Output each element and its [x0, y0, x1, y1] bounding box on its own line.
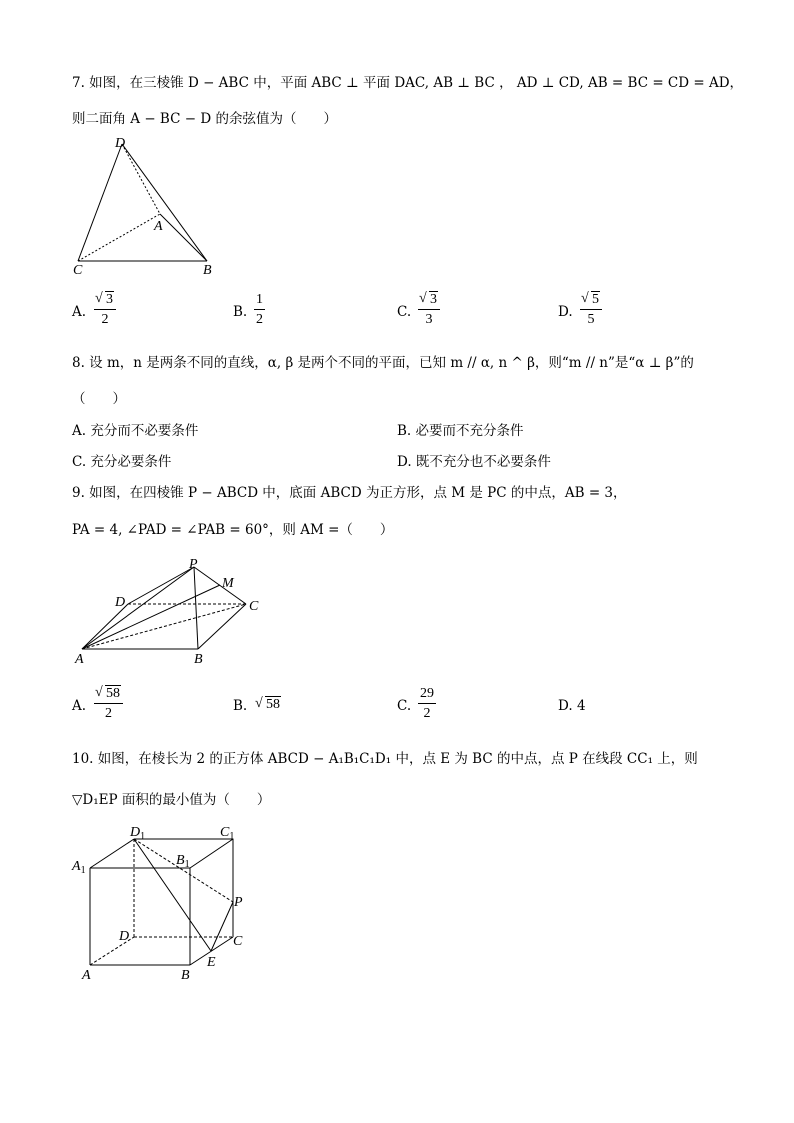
q7-stem-line1: 7. 如图，在三棱锥 D − ABC 中，平面 ABC ⊥ 平面 DAC, AB ⊥ BC ， AD ⊥ CD, AB = BC = CD = AD， — [72, 75, 744, 91]
q10-label-c1: $C_1$ — [220, 825, 235, 842]
q8-stem-line1: 8. 设 m，n 是两条不同的直线，α, β 是两个不同的平面，已知 m // α, n ^ β，则“m // n”是“α ⊥ β”的 — [72, 355, 694, 371]
q7-option-d-letter: D. — [558, 304, 573, 320]
q8-option-b[interactable]: B. 必要而不充分条件 — [397, 423, 524, 439]
q9-label-a: A — [75, 652, 84, 667]
q7-option-c-letter: C. — [397, 304, 412, 320]
q10-label-d: D — [119, 929, 130, 944]
q10-label-b: B — [181, 968, 190, 983]
q10-label-b1: $B_1$ — [176, 853, 190, 870]
q7-label-c: C — [73, 263, 83, 278]
q9-label-b: B — [194, 652, 203, 667]
q10-label-p: P — [234, 895, 243, 910]
q9-stem-line1: 9. 如图，在四棱锥 P − ABCD 中，底面 ABCD 为正方形，点 M 是 PC 的中点，AB = 3， — [72, 485, 627, 501]
q8-option-a[interactable]: A. 充分而不必要条件 — [72, 423, 199, 439]
q9-pyramid-figure — [70, 554, 270, 669]
q9-label-m: M — [222, 576, 234, 591]
q7-tetrahedron-figure — [70, 134, 230, 279]
q10-label-a: A — [82, 968, 91, 983]
q9-option-c-letter: C. — [397, 698, 412, 714]
q10-stem-line1: 10. 如图，在棱长为 2 的正方体 ABCD − A₁B₁C₁D₁ 中，点 E 为 BC 的中点，点 P 在线段 CC₁ 上，则 — [72, 751, 698, 767]
q9-option-b[interactable]: √ 58 — [256, 697, 281, 713]
q7-option-c[interactable]: √ $\frac{3}{3}$ — [418, 292, 440, 328]
q9-option-a-letter: A. — [72, 698, 87, 714]
q10-label-d1: $D_1$ — [130, 825, 146, 842]
q9-option-c[interactable]: $\frac{29}{2}$ — [420, 686, 434, 721]
q10-label-e: E — [207, 955, 216, 970]
q8-option-c[interactable]: C. 充分必要条件 — [72, 454, 172, 470]
q7-option-a[interactable]: √ $\frac{3}{2}$ — [94, 292, 116, 328]
q10-label-c: C — [233, 934, 243, 949]
q9-stem-line2: PA = 4, ∠PAD = ∠PAB = 60°，则 AM =（ ） — [72, 522, 394, 538]
q9-option-d[interactable]: D. 4 — [558, 698, 586, 714]
q9-option-b-letter: B. — [233, 698, 248, 714]
q8-stem-line2: （ ） — [72, 391, 126, 407]
q7-option-b[interactable]: $\frac{1}{2}$ — [256, 292, 263, 327]
q7-option-b-letter: B. — [233, 304, 248, 320]
q9-label-p: P — [189, 557, 198, 572]
q7-label-b: B — [203, 263, 212, 278]
q10-stem-line2: ▽D₁EP 面积的最小值为（ ） — [72, 792, 271, 808]
q10-label-a1: $A_1$ — [72, 859, 86, 876]
q7-option-a-letter: A. — [72, 304, 87, 320]
q9-label-d: D — [115, 595, 126, 610]
q7-stem-line2: 则二面角 A − BC − D 的余弦值为（ ） — [72, 111, 337, 127]
q7-label-d: D — [115, 136, 126, 151]
q10-cube-figure — [70, 822, 260, 987]
q8-option-d[interactable]: D. 既不充分也不必要条件 — [397, 454, 551, 470]
q7-label-a: A — [154, 219, 163, 234]
q7-option-d[interactable]: √ $\frac{5}{5}$ — [580, 292, 602, 328]
q9-option-a[interactable]: √ $\frac{58}{2}$ — [94, 686, 123, 722]
q9-label-c: C — [249, 599, 259, 614]
